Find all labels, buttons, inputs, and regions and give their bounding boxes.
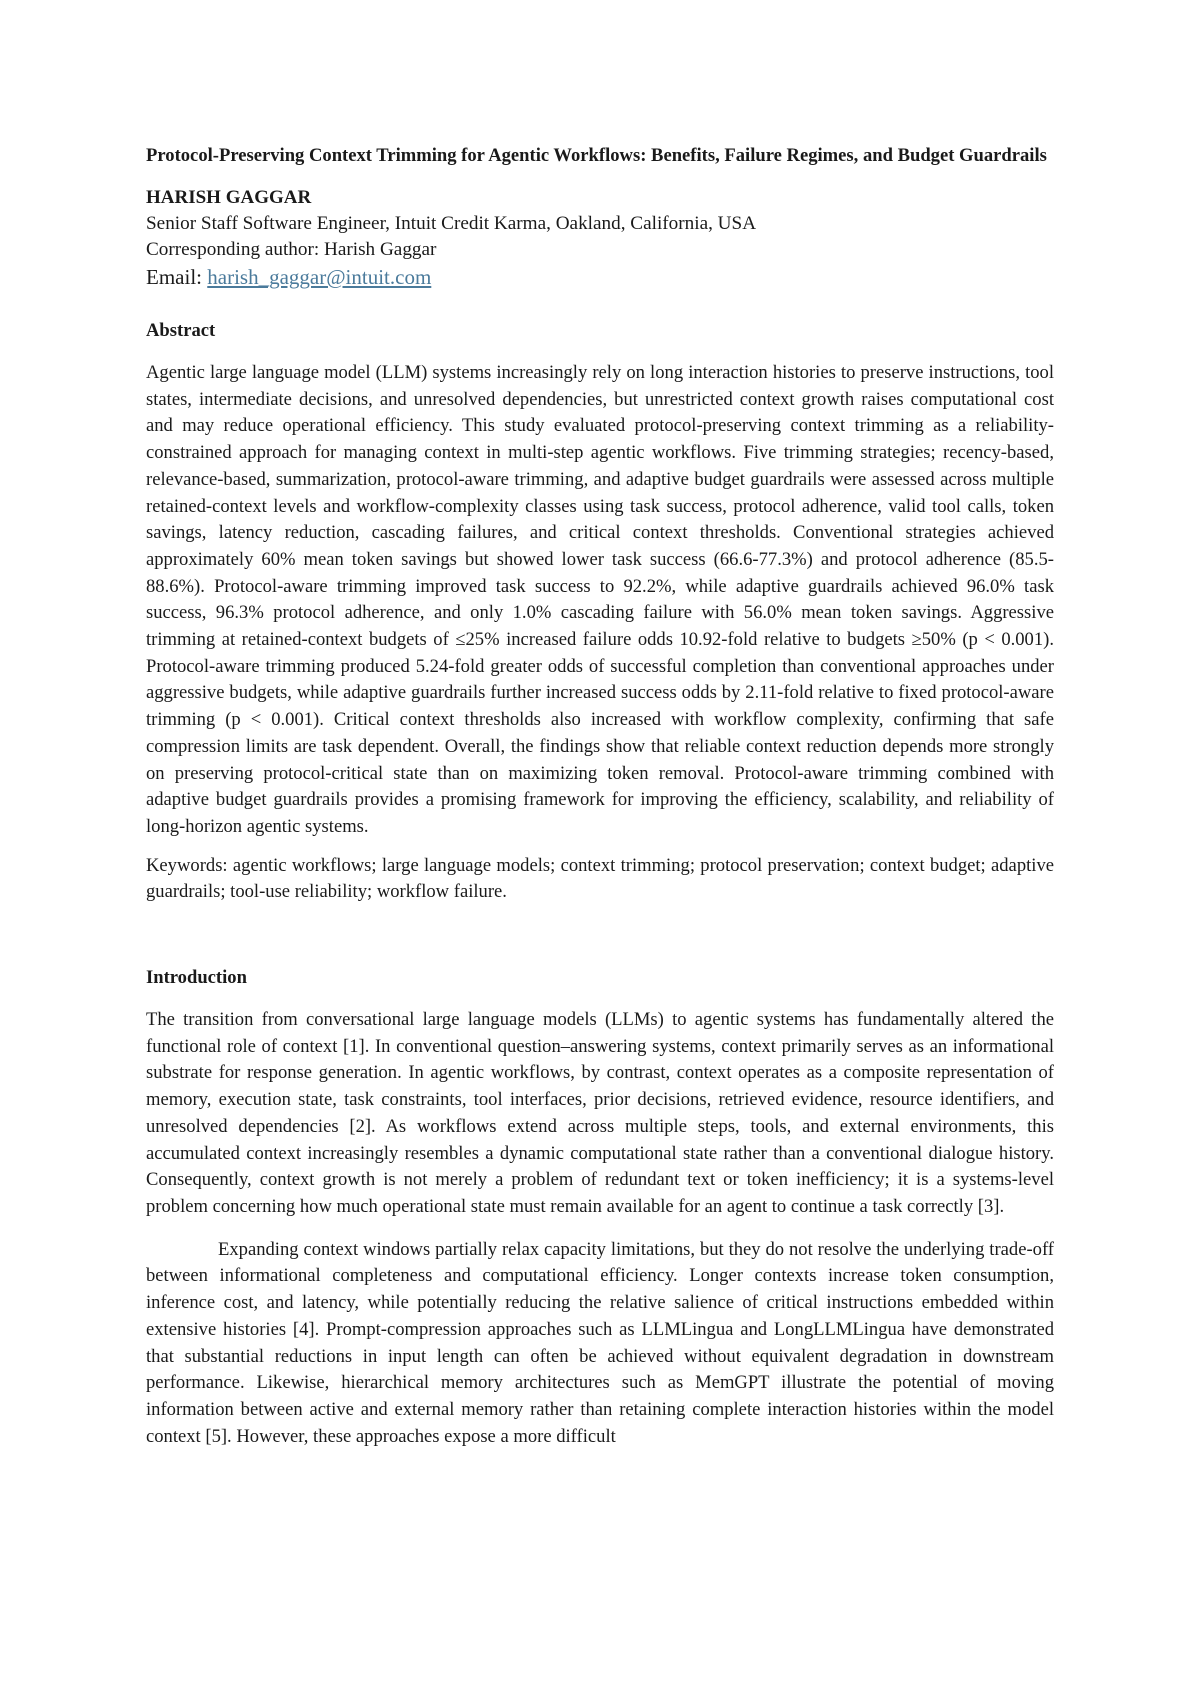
email-label: Email: <box>146 265 208 289</box>
corresponding-author: Corresponding author: Harish Gaggar <box>146 239 437 260</box>
abstract-text: Agentic large language model (LLM) systems increasingly rely on long interaction histories to preserve instructions, tool states, intermediate decisions, and unresolved dependencies, but unrestricted context growth raises computational cost and may reduce operational efficiency. This study evaluated protocol-preserving context trimming as a reliability-constrained approach for managing context in multi-step agentic workflows. Five trimming strategies; recency-based, relevance-based, summarization, protocol-aware trimming, and adaptive budget guardrails were assessed across multiple retained-context levels and workflow-complexity classes using task success, protocol adherence, valid tool calls, token savings, latency reduction, cascading failures, and critical context thresholds. Conventional strategies achieved approximately 60% mean token savings but showed lower task success (66.6-77.3%) and protocol adherence (85.5-88.6%). Protocol-aware trimming improved task success to 92.2%, while adaptive guardrails achieved 96.0% task success, 96.3% protocol adherence, and only 1.0% cascading failure with 56.0% mean token savings. Aggressive trimming at retained-context budgets of ≤25% increased failure odds 10.92-fold relative to budgets ≥50% (p < 0.001). Protocol-aware trimming produced 5.24-fold greater odds of successful completion than conventional approaches under aggressive budgets, while adaptive guardrails further increased success odds by 2.11-fold relative to fixed protocol-aware trimming (p < 0.001). Critical context thresholds also increased with workflow complexity, confirming that safe compression limits are task dependent. Overall, the findings show that reliable context reduction depends more strongly on preserving protocol-critical state than on maximizing token removal. Protocol-aware trimming combined with adaptive budget guardrails provides a promising framework for improving the efficiency, scalability, and reliability of long-horizon agentic systems. <box>146 362 1054 837</box>
introduction-paragraph-1: The transition from conversational large language models (LLMs) to agentic systems has fundamentally altered the functional role of context [1]. In conventional question–answering systems, context primarily serves as an informational substrate for response generation. In agentic workflows, by contrast, context operates as a composite representation of memory, execution state, task constraints, tool interfaces, prior decisions, retrieved evidence, resource identifiers, and unresolved dependencies [2]. As workflows extend across multiple steps, tools, and external environments, this accumulated context increasingly resembles a dynamic computational state rather than a conventional dialogue history. Consequently, context growth is not merely a problem of redundant text or token inefficiency; it is a systems-level problem concerning how much operational state must remain available for an agent to continue a task correctly [3]. <box>146 1009 1054 1217</box>
keywords: Keywords: agentic workflows; large language models; context trimming; protocol preservation; context budget; adaptive guardrails; tool-use reliability; workflow failure. <box>146 854 1054 903</box>
paper-page <box>146 142 1054 1460</box>
email-link[interactable]: harish_gaggar@intuit.com <box>207 265 432 289</box>
abstract-heading: Abstract <box>146 320 216 341</box>
author-affiliation: Senior Staff Software Engineer, Intuit Credit Karma, Oakland, California, USA <box>146 213 757 234</box>
paper-title: Protocol-Preserving Context Trimming for Agentic Workflows: Benefits, Failure Regimes, and Budget Guardrails <box>146 145 1047 166</box>
introduction-paragraph-2: Expanding context windows partially relax capacity limitations, but they do not resolve the underlying trade-off between informational completeness and computational efficiency. Longer contexts increase token consumption, inference cost, and latency, while potentially reducing the relative salience of critical instructions embedded within extensive histories [4]. Prompt-compression approaches such as LLMLingua and LongLLMLingua have demonstrated that substantial reductions in input length can often be achieved without equivalent degradation in downstream performance. Likewise, hierarchical memory architectures such as MemGPT illustrate the potential of moving information between active and external memory rather than retaining complete interaction histories within the model context [5]. However, these approaches expose a more difficult <box>146 1238 1054 1447</box>
author-name: HARISH GAGGAR <box>146 187 312 208</box>
introduction-heading: Introduction <box>146 967 247 989</box>
email-line <box>146 263 1054 291</box>
